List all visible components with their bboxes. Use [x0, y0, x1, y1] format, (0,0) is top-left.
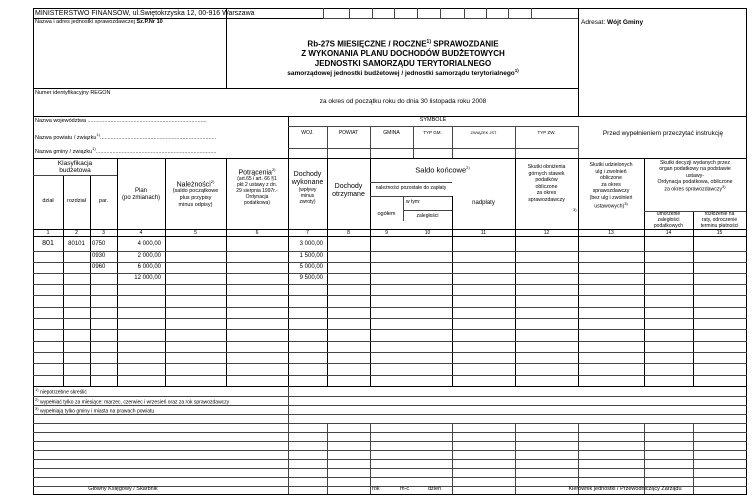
regon-label: Numer identyfikacyjny REGON [35, 90, 111, 96]
col-skutki-ulg [578, 162, 644, 210]
footnote-3 [35, 407, 154, 415]
col-skutki-decyzji-sup: 3) [722, 184, 726, 190]
col-zaleglosci: zaległości [416, 213, 439, 219]
addressee-label: Adresat: [581, 19, 606, 26]
title-line3: JEDNOSTKI SAMORZĄDU TERYTORIALNEGO [314, 58, 492, 68]
cell-plan: 12 000,00 [134, 275, 161, 281]
col-potracenia-title: Potrącenia [238, 169, 272, 177]
cell-wykonane: 1 500,00 [299, 253, 323, 259]
unit-name-label [35, 20, 163, 26]
title-line4-sup: 1) [514, 68, 519, 74]
footnote-3-sup: 3) [35, 406, 39, 411]
col-naleznosci-title: Należności [176, 181, 211, 189]
col-plan: Plan (po zmianach) [121, 188, 160, 201]
footnote-2-text: wypełniać tylko za miesiące: marzec, czerwiec i wrzesień oraz za rok sprawozdawczy [38, 399, 230, 406]
col-nadplaty: nadpłaty [472, 200, 495, 206]
commune-field [35, 147, 216, 155]
footnote-1 [35, 388, 87, 396]
commune-sup: 1) [92, 146, 96, 151]
title-line1-tail: SPRAWOZDANIE [431, 39, 499, 49]
col-dochody-wykonane-sub: (wpływy minus zwroty) [298, 187, 317, 206]
table-row [33, 240, 747, 249]
county-sup: 1) [96, 132, 101, 137]
cell-dzial: 801 [42, 240, 54, 247]
col-rozlozenie: rozłożenie na raty, odroczenie terminu płatności [700, 211, 739, 229]
col-skutki-decyzji-text: Skutki decyzji wydanych przez organ podatkowy na podstawie ustawy- Ordynacja podatkowa, obliczone za okres sprawozdawczy [657, 160, 733, 194]
col-dzial: dział [42, 198, 54, 204]
report-period: za okres od początku roku do dnia 30 listopada roku 2008 [319, 98, 487, 105]
col-saldo-sup: 2) [466, 165, 470, 170]
commune-dots: ............................................................................... [95, 148, 217, 155]
cell-wykonane: 3 000,00 [299, 241, 323, 247]
footnote-3-text: wypełniają tylko gminy i miasta na prawach powiatu [38, 408, 155, 415]
footnote-1-sup: 1) [35, 387, 39, 392]
col-rozdzial: rozdział [67, 198, 86, 204]
col-skutki-ulg-sup: 3) [624, 201, 628, 206]
col-klasyfikacja: Klasyfikacja budżetowa [57, 160, 93, 175]
signature-accountant: Główny Księgowy / Skarbnik [88, 486, 158, 492]
cell-wykonane: 9 500,00 [299, 275, 323, 281]
symbol-zwiazek: ZWIĄZEK JST [470, 130, 497, 135]
col-skutki-decyzji [644, 160, 746, 193]
col-naleznosci-pozostale: należności pozostałe do zapłaty [375, 185, 447, 191]
cell-par: 0750 [92, 241, 106, 247]
col-naleznosci-sub: (saldo początkowe plus przypisy minus odpisy) [172, 188, 219, 208]
col-naleznosci [165, 179, 226, 208]
col-skutki-obnizenia-text: Skutki obniżenia górnych stawek podatków obliczone za okres sprawozdawczy [527, 164, 566, 203]
col-dochody-otrzymane: Dochody otrzymane [332, 183, 365, 199]
col-skutki-obnizenia-sup: 3) [573, 207, 577, 212]
col-number: 4 [139, 230, 143, 236]
col-skutki-ulg-text: Skutki udzielonych ulg i zwolnień obliczone za okres sprawozdawczy [589, 162, 633, 194]
signature-rok: rok [372, 486, 380, 492]
cell-plan: 2 000,00 [137, 253, 161, 259]
title-line2: Z WYKONANIA PLANU DOCHODÓW BUDŻETOWYCH [301, 49, 505, 59]
symbol-typ-zw: TYP ZW. [537, 130, 556, 135]
symbols-title: SYMBOLE [419, 117, 447, 123]
cell-par: 0930 [92, 253, 106, 259]
col-naleznosci-sup: 2) [210, 179, 215, 184]
commune-label: Nazwa gminy / związku [35, 148, 93, 155]
col-dochody-wykonane [288, 171, 327, 205]
ministry-line: MINISTERSTWO FINANSÓW, ul.Świętokrzyska 12, 00-916 Warszawa [35, 10, 255, 17]
cell-par: 0960 [92, 264, 106, 270]
col-dochody-wykonane-title: Dochody wykonane [291, 171, 324, 187]
col-number: 6 [255, 230, 259, 236]
col-number: 9 [385, 230, 388, 236]
table-row [33, 275, 747, 284]
title-line1-sup: 1) [426, 39, 431, 45]
unit-name-label-text: Nazwa i adres jednostki sprawozdawczej [35, 19, 135, 25]
symbol-powiat: POWIAT [338, 130, 359, 136]
col-number: 5 [194, 230, 197, 236]
symbol-gmina: GMINA [383, 130, 400, 136]
footnote-2-sup: 2) [35, 397, 39, 402]
voivodeship-field: Nazwa województwa .............................................................................. [35, 118, 207, 124]
read-instruction: Przed wypełnieniem przeczytać instrukcję [602, 130, 724, 137]
col-number: 13 [608, 230, 614, 236]
cell-rozdzial: 80101 [68, 241, 85, 247]
col-number: 12 [543, 230, 550, 236]
col-number: 8 [347, 230, 350, 236]
table-row [33, 264, 747, 273]
col-potracenia-sub: (art.65 i art. 66 §1 pkt 2 ustawy z dn. 29 sierpnia 1997r.- Ordynacja podatkowa) [236, 176, 278, 207]
col-umorzenie: umorzenie zaległości podatkowych [653, 211, 684, 229]
signature-mc: m-c [400, 486, 410, 492]
cell-plan: 6 000,00 [137, 264, 161, 270]
cell-plan: 4 000,00 [137, 241, 161, 247]
table-row [33, 253, 747, 262]
col-number: 2 [75, 230, 78, 236]
footnote-2 [35, 398, 229, 406]
col-number: 10 [424, 230, 431, 236]
symbol-typ-gm: TYP GM. [423, 130, 442, 135]
col-number: 15 [716, 230, 723, 236]
col-number: 1 [46, 230, 50, 236]
signature-dzien: dzień [428, 486, 442, 492]
report-title [228, 39, 578, 79]
county-label: Nazwa powiatu / związku [35, 134, 97, 141]
unit-name-value: Sz.P.Nr 10 [136, 19, 163, 25]
col-saldo-title: Saldo końcowe [415, 165, 467, 175]
col-par: par. [98, 198, 109, 204]
county-field [35, 133, 216, 141]
col-skutki-obnizenia [515, 164, 578, 203]
col-w-tym: w tym: [406, 199, 421, 205]
col-number: 11 [480, 230, 487, 236]
cell-wykonane: 5 000,00 [299, 264, 323, 270]
col-number: 3 [102, 230, 105, 236]
col-number: 14 [665, 230, 672, 236]
addressee-value: Wójt Gminy [607, 19, 644, 26]
title-line4: samorządowej jednostki budżetowej / jednostki samorządu terytorialnego [287, 70, 515, 78]
col-skutki-ulg-tail: (bez ulg i zwolnień ustawowych) [589, 194, 633, 210]
col-potracenia-sup: 2) [271, 167, 276, 172]
county-dots: ............................................................................ [100, 134, 217, 141]
signature-manager: Kierownik jednostki / Przewodniczący Zarządu [568, 486, 682, 492]
col-saldo [370, 166, 515, 174]
symbol-woj: WOJ. [301, 130, 314, 136]
col-ogolem: ogółem [377, 211, 396, 217]
title-line1: Rb-27S MIESIĘCZNE / ROCZNE [307, 39, 427, 49]
col-number: 7 [306, 230, 309, 236]
column-numbers-row [33, 230, 747, 236]
col-potracenia [226, 167, 288, 206]
footnote-1-text: niepotrzebne skreślić [38, 389, 87, 396]
addressee [581, 20, 643, 27]
